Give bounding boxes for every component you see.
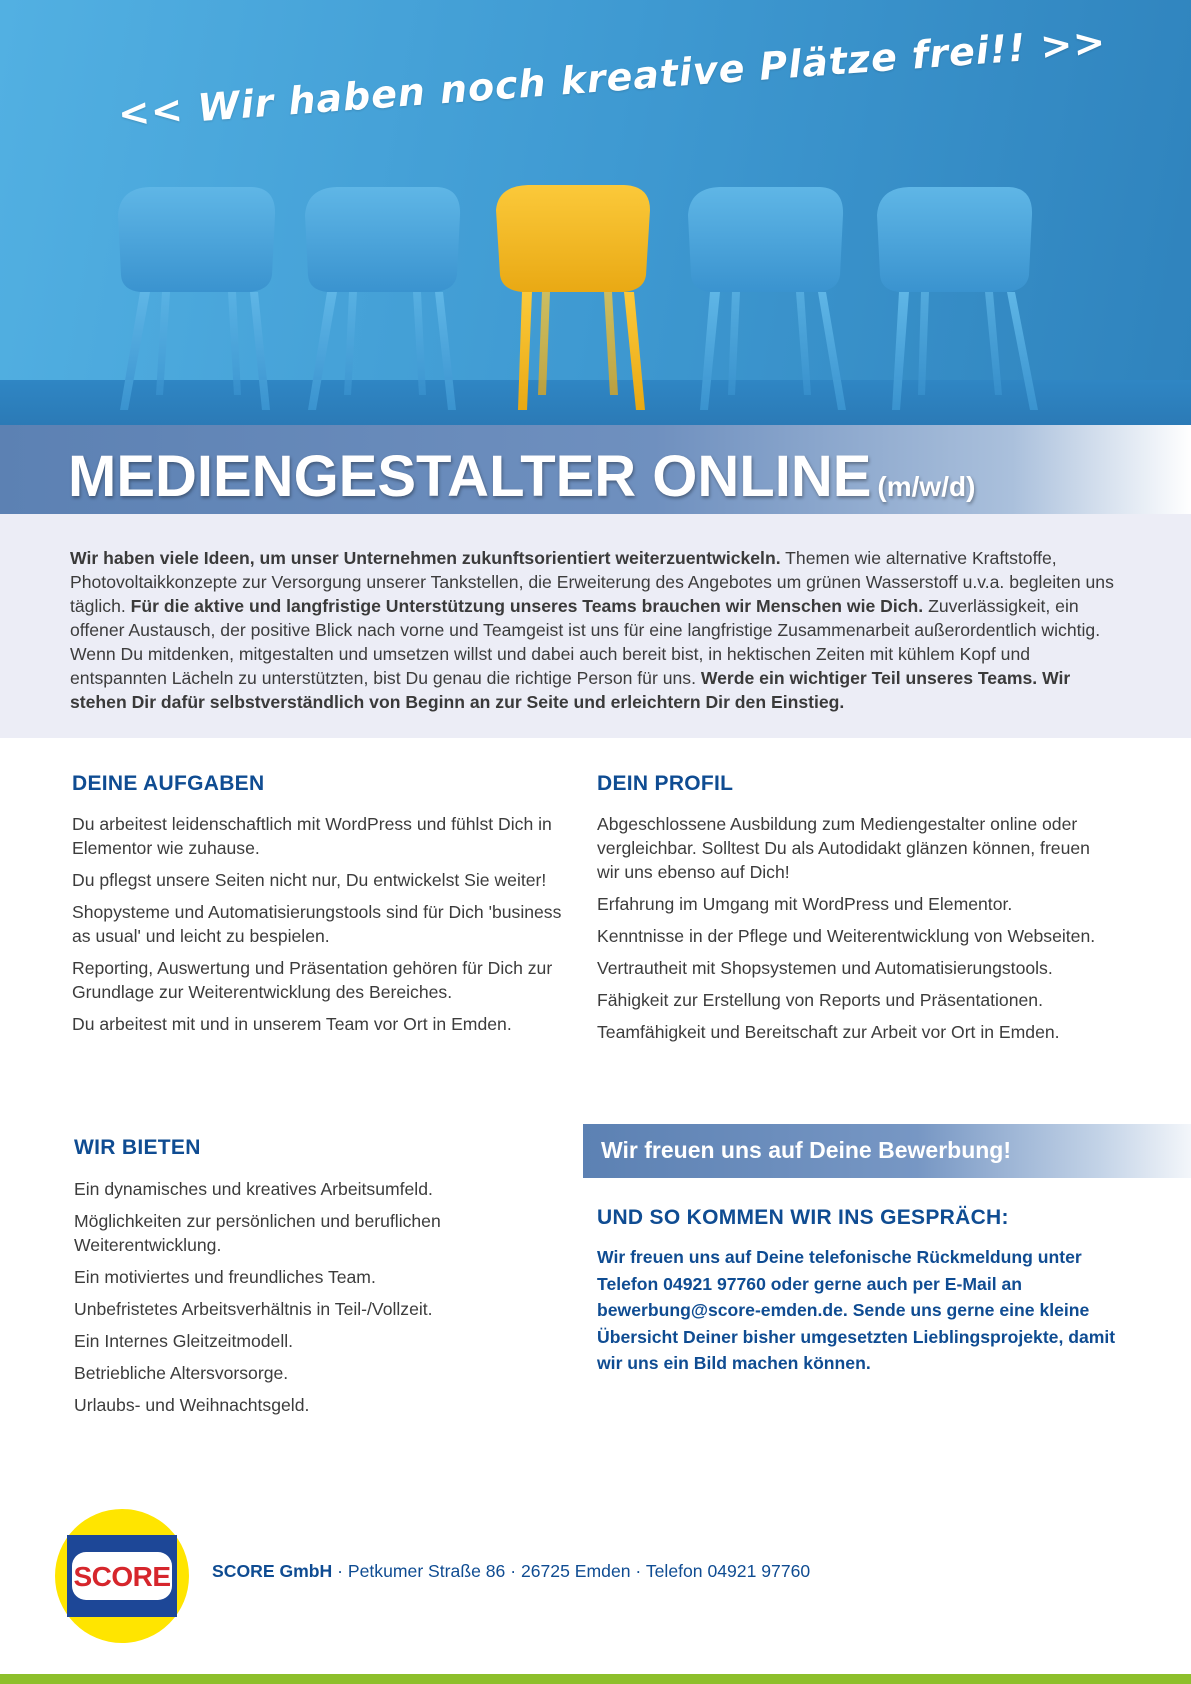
list-item: Betriebliche Altersvorsorge. bbox=[74, 1363, 289, 1383]
intro-bold-2: Für die aktive und langfristige Unterstützung unseres Teams brauchen wir Menschen wie Dich. bbox=[130, 596, 924, 616]
list-item: Du pflegst unsere Seiten nicht nur, Du entwickelst Sie weiter! bbox=[72, 870, 547, 890]
contact-paragraph: Wir freuen uns auf Deine telefonische Rückmeldung unter Telefon 04921 97760 oder gerne auch per E-Mail an bewerbung@score-emden.de. Sende uns gerne eine kleine Übersicht Deiner bisher umgesetzten Lieblingsprojekte, damit wir uns ein Bild machen können. bbox=[597, 1247, 1116, 1373]
footer-address bbox=[212, 1561, 810, 1582]
job-title-suffix: (m/w/d) bbox=[877, 471, 976, 502]
list-item: Abgeschlossene Ausbildung zum Mediengestalter online oder vergleichbar. Solltest Du als Autodidakt glänzen können, freuen wir uns ebenso auf Dich! bbox=[597, 814, 1090, 882]
apply-banner bbox=[583, 1124, 1191, 1178]
intro-text-2: Zuverlässigkeit, ein offener Austausch, der positive Blick nach vorne und Teamgeist ist uns für eine langfristige Zusammenarbeit außerordentlich wichtig. Wenn Du mitdenken, mitgestalten und umsetzen willst und dabei auch bereit bist, in hektischen Zeiten mit kühlem Kopf und entspannten Lächeln zu unterstützten, bist Du genau die richtige Person für uns. bbox=[70, 596, 1101, 688]
chair-blue-2 bbox=[305, 187, 460, 410]
chair-blue-4 bbox=[877, 187, 1038, 410]
aufgaben-heading: DEINE AUFGABEN bbox=[72, 772, 265, 795]
profil-heading: DEIN PROFIL bbox=[597, 772, 734, 795]
score-logo bbox=[55, 1509, 189, 1643]
list-item: Vertrautheit mit Shopsystemen und Automatisierungstools. bbox=[597, 958, 1053, 978]
chair-blue-1 bbox=[118, 187, 275, 410]
list-item: Unbefristetes Arbeitsverhältnis in Teil-/Vollzeit. bbox=[74, 1299, 433, 1319]
intro-bold-3: Werde ein wichtiger Teil unseres Teams. Wir stehen Dir dafür selbstverständlich von Beginn an zur Seite und erleichtern Dir den Einstieg. bbox=[70, 668, 1071, 712]
list-item: Möglichkeiten zur persönlichen und beruflichen Weiterentwicklung. bbox=[74, 1211, 441, 1255]
logo-text: SCORE bbox=[73, 1561, 171, 1592]
bieten-heading: WIR BIETEN bbox=[74, 1136, 201, 1159]
logo-square bbox=[67, 1535, 177, 1617]
intro-bold-1: Wir haben viele Ideen, um unser Unternehmen zukunftsorientiert weiterzuentwickeln. bbox=[70, 548, 781, 568]
list-item: Reporting, Auswertung und Präsentation gehören für Dich zur Grundlage zur Weiterentwicklung des Bereiches. bbox=[72, 958, 553, 1002]
aufgaben-list bbox=[72, 812, 572, 1044]
chair-yellow bbox=[496, 185, 650, 410]
footer-company: SCORE GmbH bbox=[212, 1561, 333, 1581]
hero-image bbox=[0, 0, 1191, 425]
list-item: Urlaubs- und Weihnachtsgeld. bbox=[74, 1395, 310, 1415]
list-item: Du arbeitest mit und in unserem Team vor Ort in Emden. bbox=[72, 1014, 512, 1034]
intro-text-1: Themen wie alternative Kraftstoffe, Photovoltaikkonzepte zur Versorgung unserer Tankstellen, die Erweiterung des Angebotes um grünen Wasserstoff u.v.a. begleiten uns täglich. bbox=[70, 548, 1114, 616]
list-item: Shopysteme und Automatisierungstools sind für Dich 'business as usual' und leicht zu bespielen. bbox=[72, 902, 562, 946]
job-title-main: MEDIENGESTALTER ONLINE bbox=[68, 444, 872, 509]
list-item: Teamfähigkeit und Bereitschaft zur Arbeit vor Ort in Emden. bbox=[597, 1022, 1060, 1042]
list-item: Ein dynamisches und kreatives Arbeitsumfeld. bbox=[74, 1179, 433, 1199]
chair-blue-3 bbox=[688, 187, 846, 410]
intro-paragraph bbox=[70, 546, 1120, 714]
hero-headline: << Wir haben noch kreative Plätze frei!! >> bbox=[116, 19, 1108, 136]
profil-list bbox=[597, 812, 1117, 1052]
list-item: Erfahrung im Umgang mit WordPress und Elementor. bbox=[597, 894, 1013, 914]
list-item: Du arbeitest leidenschaftlich mit WordPress und fühlst Dich in Elementor wie zuhause. bbox=[72, 814, 552, 858]
apply-banner-text: Wir freuen uns auf Deine Bewerbung! bbox=[601, 1137, 1012, 1163]
contact-heading: UND SO KOMMEN WIR INS GESPRÄCH: bbox=[597, 1206, 1009, 1229]
list-item: Kenntnisse in der Pflege und Weiterentwicklung von Webseiten. bbox=[597, 926, 1096, 946]
list-item: Ein motiviertes und freundliches Team. bbox=[74, 1267, 376, 1287]
footer-green-bar bbox=[0, 1674, 1191, 1684]
list-item: Fähigkeit zur Erstellung von Reports und Präsentationen. bbox=[597, 990, 1043, 1010]
job-title bbox=[68, 443, 975, 510]
logo-pill bbox=[72, 1552, 172, 1600]
bieten-list bbox=[74, 1177, 504, 1425]
footer-details: · Petkumer Straße 86 · 26725 Emden · Telefon 04921 97760 bbox=[332, 1561, 811, 1581]
list-item: Ein Internes Gleitzeitmodell. bbox=[74, 1331, 294, 1351]
